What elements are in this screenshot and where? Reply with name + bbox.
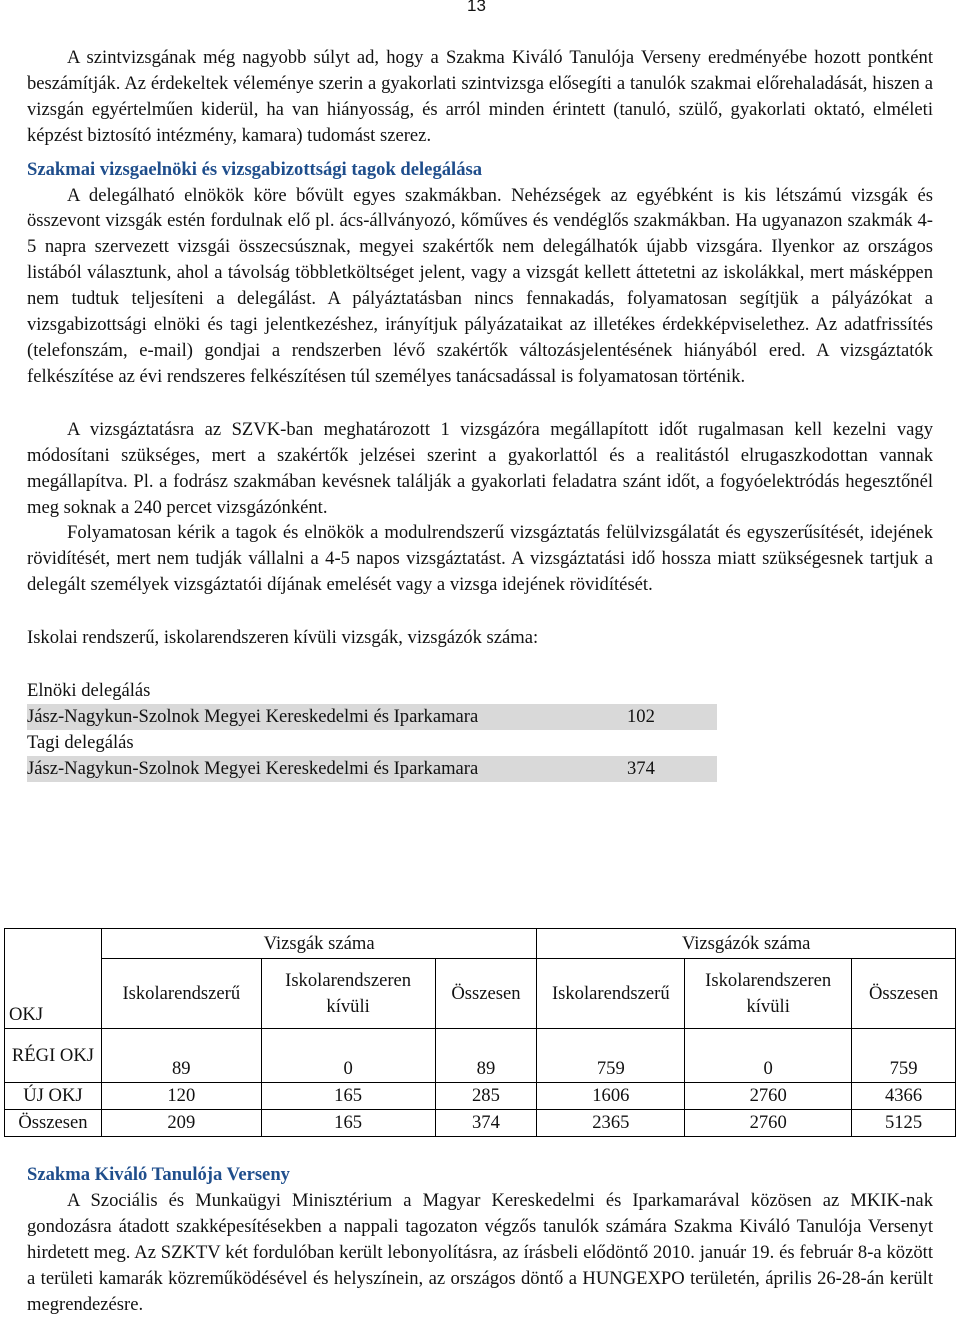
- table-cell: 2760: [685, 1110, 852, 1137]
- table-cell: 374: [435, 1110, 537, 1137]
- member-delegation-value: 374: [627, 758, 655, 780]
- table-cell: 165: [261, 1083, 435, 1110]
- section-heading-competition: Szakma Kiváló Tanulója Verseny: [27, 1164, 290, 1185]
- table-cell: 4366: [852, 1083, 956, 1110]
- table-cell: 1606: [537, 1083, 685, 1110]
- col-header-outside: Iskolarendszeren kívüli: [261, 959, 435, 1029]
- table-cell: 285: [435, 1083, 537, 1110]
- col-header-school: Iskolarendszerű: [537, 959, 685, 1029]
- table-row: [5, 1110, 956, 1137]
- col-header-school: Iskolarendszerű: [101, 959, 261, 1029]
- document-body: [27, 45, 933, 782]
- table-cell: 2365: [537, 1110, 685, 1137]
- row-label: ÚJ OKJ: [5, 1083, 102, 1110]
- table-cell: 2760: [685, 1083, 852, 1110]
- group-header-exams: Vizsgák száma: [101, 929, 536, 959]
- table-row: [5, 1029, 956, 1083]
- stats-intro: Iskolai rendszerű, iskolarendszeren kívüli vizsgák, vizsgázók száma:: [27, 627, 539, 649]
- section-heading-delegation: Szakmai vizsgaelnöki és vizsgabizottsági tagok delegálása: [27, 158, 483, 180]
- table-cell: 759: [852, 1029, 956, 1083]
- member-delegation-row: [27, 756, 717, 782]
- member-delegation-label: Tagi delegálás: [27, 732, 134, 754]
- chair-delegation-label: Elnöki delegálás: [27, 680, 151, 702]
- modular-exam-paragraph: Folyamatosan kérik a tagok és elnökök a modulrendszerű vizsgáztatás felülvizsgálatát és egyszerűsítését, idejének rövidítését, mert nem tudják vállalni a 4-5 napos vizsgáztatást. A vizsgáztatási idő hossza miatt szükségesnek tartjuk a delegált személyek vizsgáztatói díjának emelését vagy a vizsga idejének rövidítését.: [27, 522, 933, 596]
- table-cell: 0: [261, 1029, 435, 1083]
- chair-delegation-value: 102: [627, 706, 655, 728]
- table-cell: 89: [435, 1029, 537, 1083]
- group-header-candidates: Vizsgázók száma: [537, 929, 956, 959]
- page-number: 13: [467, 0, 486, 15]
- competition-paragraph: A Szociális és Munkaügyi Minisztérium a Magyar Kereskedelmi és Iparkamarával közösen az MKIK-nak gondozásra átadott szakképesítésekben a nappali tagozaton végzős tanulók számára Szakma Kiváló Tanulója Versenyt hirdetett meg. Az SZKTV két fordulóban került lebonyolításra, az írásbeli elődöntő 2010. január 19. és február 8-a között a területi kamarák közreműködésével és helyszínein, az országos döntő a HUNGEXPO területén, április 26-28-án került megrendezésre.: [27, 1189, 933, 1315]
- col-header-total: Összesen: [852, 959, 956, 1029]
- table-cell: 165: [261, 1110, 435, 1137]
- table-cell: 120: [101, 1083, 261, 1110]
- col-header-outside: Iskolarendszeren kívüli: [685, 959, 852, 1029]
- intro-paragraph: A szintvizsgának még nagyobb súlyt ad, hogy a Szakma Kiváló Tanulója Verseny eredményébe hozott pontként beszámítják. Az érdekeltek véleménye szerin a gyakorlati szintvizsga elősegíti a tanulók szakmai előrehaladását, hiszen a vizsgán egyértelműen kiderül, ha van hiányosság, és arról minden érintett (tanuló, szülő, gyakorlati oktató, elméleti képzést biztosító intézmény, kamara) tudomást szerez.: [27, 47, 933, 146]
- table-row-header: OKJ: [5, 929, 102, 1029]
- table-cell: 89: [101, 1029, 261, 1083]
- row-label: Összesen: [5, 1110, 102, 1137]
- table-cell: 5125: [852, 1110, 956, 1137]
- chair-delegation-org: Jász-Nagykun-Szolnok Megyei Kereskedelmi és Iparkamara: [27, 706, 479, 728]
- delegation-paragraph: A delegálható elnökök köre bővült egyes szakmákban. Nehézségek az egyébként is kis létszámú vizsgák és összevont vizsgák estén fordulnak elő pl. ács-állványozó, kőműves és vendéglős szakmákban. Ha ugyanazon szakmák 4-5 napra szervezett vizsgái összecsúsznak, megyei szakértők nem delegálhatók újabb vizsgára. Ilyenkor az országos listából választunk, ahol a távolság többletköltséget jelent, vagy a vizsgát kellett áttetetni az iskolákkal, mert másképpen nem tudtuk teljesíteni a delegálást. A pályáztatásban nincs fennakadás, folyamatosan segítjük a pályázókat a vizsgabizottsági elnöki és tagi jelentkezéshez, irányítjuk pályázataikat az illetékes érdekképviselethez. Az adatfrissítés (telefonszám, e-mail) gondjai a rendszerben lévő szakértők változásjelentésének hiányából ered. A vizsgáztatók felkészítése az évi rendszeres felkészítésen túl személyes tanácsadással is folyamatosan történik.: [27, 184, 933, 387]
- table-row: [5, 1083, 956, 1110]
- col-header-total: Összesen: [435, 959, 537, 1029]
- table-cell: 209: [101, 1110, 261, 1137]
- exam-statistics-table: [4, 928, 956, 1137]
- table-cell: 0: [685, 1029, 852, 1083]
- chair-delegation-row: [27, 704, 717, 730]
- delegation-summary: [27, 678, 717, 782]
- table-cell: 759: [537, 1029, 685, 1083]
- exam-time-paragraph: A vizsgáztatásra az SZVK-ban meghatározott 1 vizsgázóra megállapított időt rugalmasan kell kezelni vagy módosítani szükséges, mert a szakértők jelzései szerint a gyakorlattól és a realitástól elrugaszkodottan vannak megállapítva. Pl. a fodrász szakmában kevésnek találják a gyakorlati feladatra szánt időt, a fogyóelektródás hegesztőnél meg soknak a 240 percet vizsgázónként.: [27, 418, 933, 518]
- member-delegation-org: Jász-Nagykun-Szolnok Megyei Kereskedelmi és Iparkamara: [27, 758, 479, 780]
- competition-section: [27, 1162, 933, 1317]
- row-label: RÉGI OKJ: [5, 1029, 102, 1083]
